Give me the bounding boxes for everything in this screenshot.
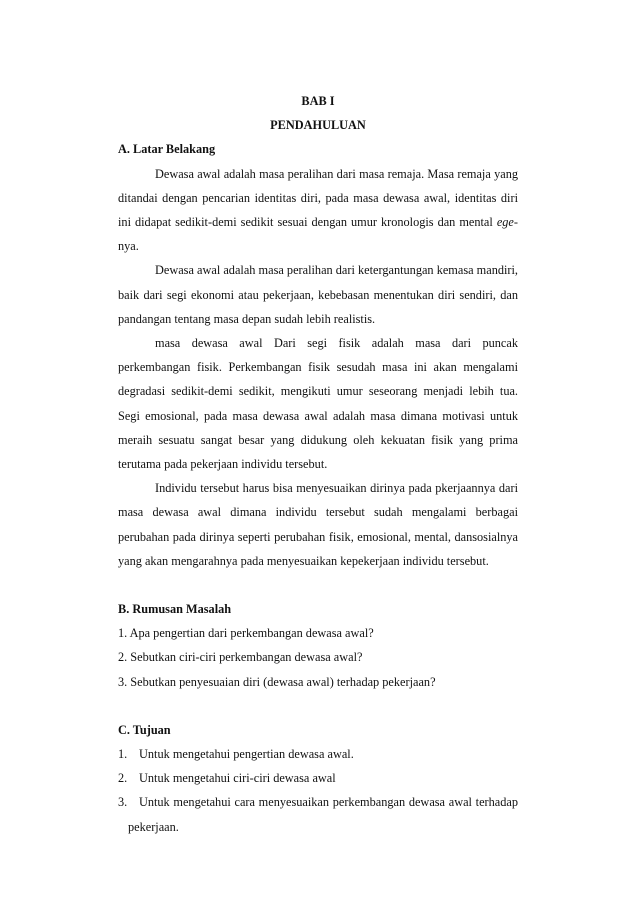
goal-item-2-number: 2.	[118, 771, 128, 786]
chapter-title: PENDAHULUAN	[270, 118, 366, 133]
goal-item-3	[118, 790, 518, 838]
goal-item-2	[118, 766, 518, 790]
section-a-heading: A. Latar Belakang	[118, 142, 216, 157]
goal-item-1-number: 1.	[118, 747, 128, 762]
document-page	[118, 89, 518, 839]
spacer	[118, 694, 518, 718]
goal-item-2-text: Untuk mengetahui ciri-ciri dewasa awal	[139, 771, 336, 786]
goal-item-3-text: Untuk mengetahui cara menyesuaikan perkembangan dewasa awal terhadap pekerjaan.	[128, 795, 518, 834]
chapter-number: BAB I	[301, 94, 335, 108]
paragraph-1-text: Dewasa awal adalah masa peralihan dari masa remaja. Masa remaja yang ditandai dengan pencarian identitas diri, pada masa dewasa awal, identitas diri ini didapat sedikit-demi sedikit sesuai dengan umur kronologis dan mental	[118, 166, 518, 230]
section-b-heading: B. Rumusan Masalah	[118, 602, 232, 617]
goal-item-1	[118, 742, 518, 766]
paragraph-1-suffix: -nya.	[118, 215, 518, 254]
section-c-heading: C. Tujuan	[118, 722, 171, 737]
paragraph-4: Individu tersebut harus bisa menyesuaikan dirinya pada pkerjaannya dari masa dewasa awal dimana individu tersebut sudah mengalami berbagai perubahan pada dirinya seperti perubahan fisik, emosional, mental, dansosialnya yang akan mengarahnya pada menyesuaikan kepekerjaan individu tersebut.	[118, 481, 518, 568]
spacer	[118, 573, 518, 597]
goal-item-1-text: Untuk mengetahui pengertian dewasa awal.	[139, 747, 354, 762]
paragraph-2: Dewasa awal adalah masa peralihan dari ketergantungan kemasa mandiri, baik dari segi ekonomi atau pekerjaan, kebebasan menentukan diri sendiri, dan pandangan tentang masa depan sudah lebih realistis.	[118, 263, 518, 326]
question-item-1: 1. Apa pengertian dari perkembangan dewasa awal?	[118, 626, 374, 641]
question-item-3: 3. Sebutkan penyesuaian diri (dewasa awal) terhadap pekerjaan?	[118, 674, 436, 689]
question-item-2: 2. Sebutkan ciri-ciri perkembangan dewasa awal?	[118, 650, 363, 665]
goal-item-3-number: 3.	[118, 795, 128, 810]
paragraph-3: masa dewasa awal Dari segi fisik adalah masa dari puncak perkembangan fisik. Perkembangan fisik sesudah masa ini akan mengalami degradasi sedikit-demi sedikit, mengikuti umur seseorang menjadi lebih tua. Segi emosional, pada masa dewasa awal adalah masa dimana motivasi untuk meraih sesuatu sangat besar yang didukung oleh kekuatan fisik yang prima terutama pada pekerjaan individu tersebut.	[118, 336, 518, 472]
paragraph-1	[118, 162, 518, 259]
paragraph-1-italic-term: ege	[496, 215, 514, 230]
